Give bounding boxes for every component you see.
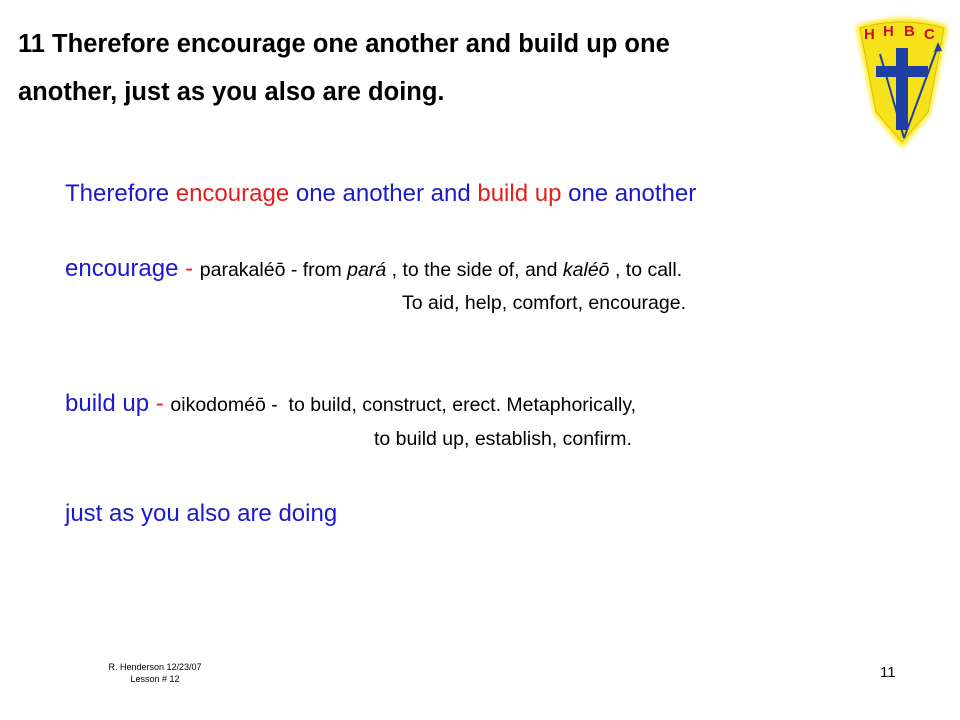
encourage-text-1: - from xyxy=(285,259,348,281)
encourage-text-3: , to call. xyxy=(609,259,683,281)
footer-credit xyxy=(100,661,210,685)
phrase-one-another: one another xyxy=(568,180,697,207)
encourage-dash: - xyxy=(178,255,200,282)
buildup-text-1: - to build, construct, erect. Metaphorically, xyxy=(265,394,637,416)
buildup-term: build up xyxy=(65,390,150,417)
encourage-definition xyxy=(65,255,682,283)
buildup-meaning: to build up, establish, confirm. xyxy=(374,428,632,450)
buildup-dash: - xyxy=(149,390,171,417)
phrase-build-up: build up xyxy=(477,180,562,207)
encourage-meaning: To aid, help, comfort, encourage. xyxy=(402,292,686,314)
phrase-one-another-and: one another and xyxy=(295,180,471,207)
encourage-text-2: , to the side of, and xyxy=(386,259,563,281)
footer-author: R. Henderson 12/23/07 xyxy=(108,662,202,672)
logo-letter-2: H xyxy=(883,23,894,40)
closing-phrase: just as you also are doing xyxy=(65,500,338,527)
church-logo xyxy=(852,14,952,154)
slide-heading xyxy=(18,20,848,116)
key-phrase xyxy=(65,180,696,208)
encourage-root-1: pará xyxy=(347,259,387,281)
page-number: 11 xyxy=(880,664,896,681)
encourage-greek: parakaléō xyxy=(199,259,286,281)
heading-line-1: 11 Therefore encourage one another and build up one xyxy=(18,30,670,58)
encourage-term: encourage xyxy=(65,255,179,282)
logo-letter-4: C xyxy=(924,26,935,43)
logo-letter-1: H xyxy=(864,26,875,43)
encourage-root-2: kaléō xyxy=(562,259,610,281)
footer-lesson: Lesson # 12 xyxy=(130,674,180,684)
logo-letter-3: B xyxy=(904,23,915,40)
heading-line-2: another, just as you also are doing. xyxy=(18,78,445,106)
phrase-therefore: Therefore xyxy=(65,180,170,207)
buildup-greek: oikodoméō xyxy=(170,394,266,416)
buildup-definition xyxy=(65,390,636,418)
phrase-encourage: encourage xyxy=(175,180,290,207)
